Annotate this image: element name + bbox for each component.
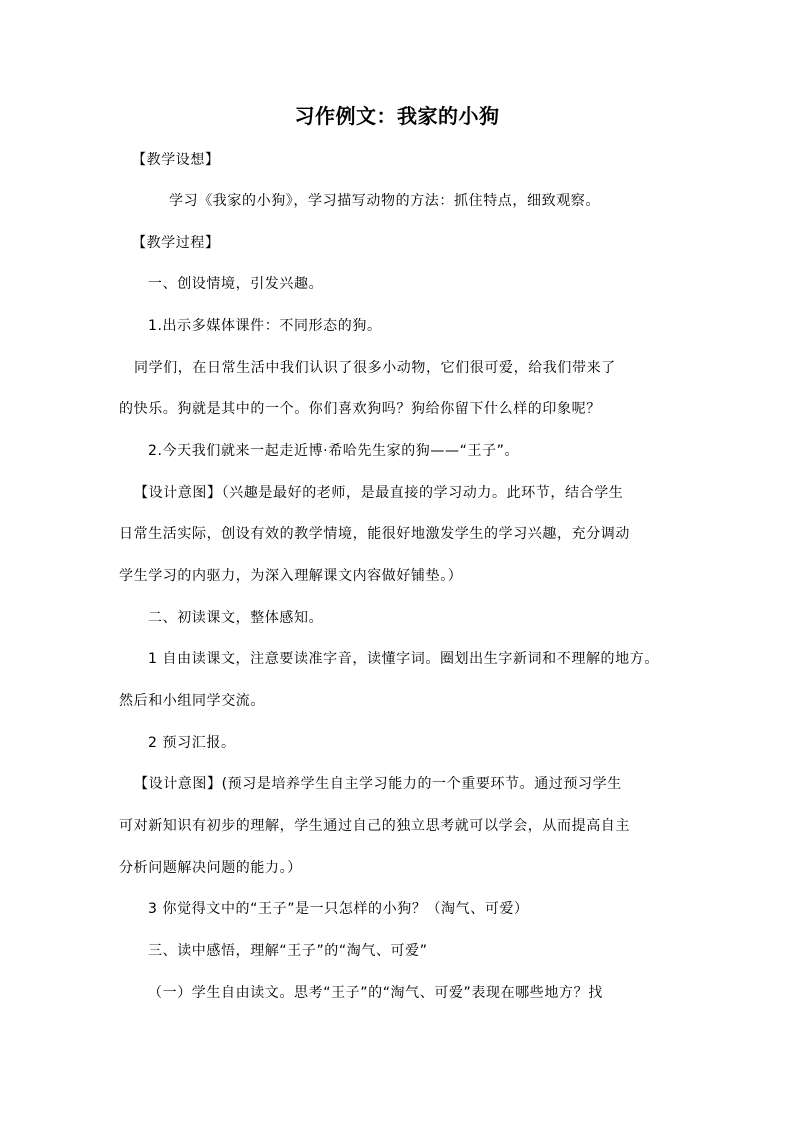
list-item: 3 你觉得文中的“王子”是一只怎样的小狗？（淘气、可爱） (148, 901, 529, 917)
paragraph-line: （一）学生自由读文。思考“王子”的“淘气、可爱”表现在哪些地方？找 (148, 985, 603, 1001)
subsection-heading: 一、创设情境，引发兴趣。 (148, 276, 324, 292)
list-item: 1 自由读课文，注意要读准字音，读懂字词。圈划出生字新词和不理解的地方。 (148, 651, 659, 667)
list-item: 2.今天我们就来一起走近博·希哈先生家的狗——“王子”。 (148, 443, 520, 459)
paragraph-line: 学生学习的内驱力，为深入理解课文内容做好铺垫。） (119, 568, 463, 584)
paragraph-line: 然后和小组同学交流。 (119, 693, 265, 709)
subsection-heading: 三、读中感悟，理解“王子”的“淘气、可爱” (148, 943, 428, 959)
paragraph-line: 同学们，在日常生活中我们认识了很多小动物，它们很可爱，给我们带来了 (134, 360, 616, 376)
design-intent-line: 【设计意图】(预习是培养学生自主学习能力的一个重要环节。通过预习学生 (134, 776, 622, 792)
paragraph-line: 日常生活实际，创设有效的教学情境，能很好地激发学生的学习兴趣，充分调动 (119, 526, 630, 542)
paragraph-line: 学习《我家的小狗》，学习描写动物的方法：抓住特点，细致观察。 (169, 193, 600, 209)
list-item: 2 预习汇报。 (148, 735, 236, 751)
document-title: 习作例文：我家的小狗 (294, 104, 500, 128)
paragraph-line: 的快乐。狗就是其中的一个。你们喜欢狗吗？狗给你留下什么样的印象呢？ (119, 401, 601, 417)
section-heading-design: 【教学设想】 (132, 152, 220, 168)
paragraph-line: 可对新知识有初步的理解，学生通过自己的独立思考就可以学会，从而提高自主 (119, 818, 630, 834)
subsection-heading: 二、初读课文，整体感知。 (148, 610, 324, 626)
paragraph-line: 分析问题解决问题的能力。） (119, 860, 302, 876)
section-heading-process: 【教学过程】 (132, 235, 220, 251)
design-intent-line: 【设计意图】（兴趣是最好的老师，是最直接的学习动力。此环节，结合学生 (134, 485, 624, 501)
list-item: 1.出示多媒体课件：不同形态的狗。 (148, 318, 382, 334)
